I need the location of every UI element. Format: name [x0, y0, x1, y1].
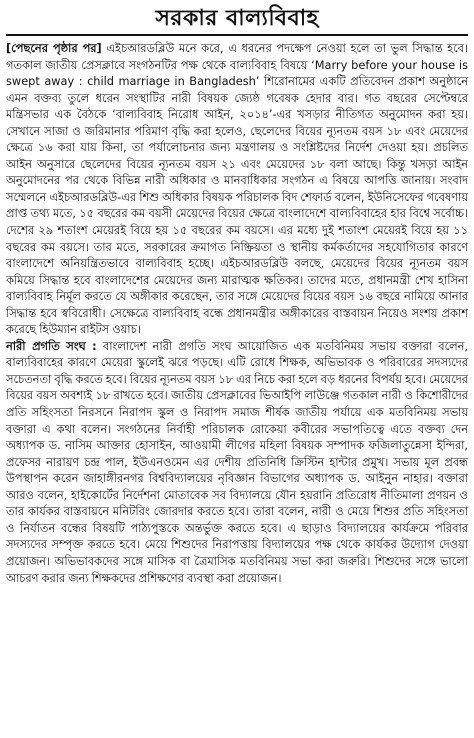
paragraph-2: [6, 338, 468, 586]
paragraph-1-text: এইচআরডব্লিউ মনে করে, এ ধরনের পদক্ষেপ নেওয়া হলে তা ভুল সিদ্ধান্ত হবে। গতকাল জাতীয় প্রেসক্লাবে সংগঠনটির পক্ষ থেকে বাল্যবিবাহ বিষয়ে ‘Marry before your house is swept away : child marriage in Bangladesh’ শিরোনামের একটি প্রতিবেদন প্রকাশ অনুষ্ঠানে এমন বক্তব্য তুলে ধরেন সংস্থাটির নারী বিষয়ক জ্যেষ্ঠ গবেষক হেদার বার। গত বছরের সেপ্টেম্বরে মন্ত্রিসভার এক বৈঠকে ‘বাল্যবিবাহ নিরোধ আইন, ২০১৪’-এর খসড়ার নীতিগত অনুমোদন করা হয়। সেখানে সাজা ও জরিমানার পরিমাণ বৃদ্ধি করা হলেও, ছেলেদের বিয়ের ন্যূনতম বয়স ১৮ এবং মেয়েদের ক্ষেত্রে ১৬ করা যায় কিনা, তা পর্যালোচনার জন্য মন্ত্রণালয় ও সংশ্লিষ্টদের নির্দেশ দেওয়া হয়। প্রচলিত আইন অনুসারে ছেলেদের বিয়ের ন্যূনতম বয়স ২১ এবং মেয়েদের ১৮ বলা আছে। কিন্তু খসড়া আইন অনুমোদনের পর থেকে বিভিন্ন নারী অধিকার ও মানবাধিকার সংগঠন এ বিষয়ে আপত্তি জানায়। সংবাদ সম্মেলনে এইচআরডব্লিউ-এর শিশু অধিকার বিষয়ক পরিচালক বিদ শেফার্ড বলেন, ইউনিসেফের গবেষণায় প্রাপ্ত তথ্য মতে, ১৫ বছরের কম বয়সী মেয়েদের বিয়ের ক্ষেত্রে বাংলাদেশে বাল্যবিবাহের হার বিশ্বে সর্বোচ্চ। দেশের ২৯ শতাংশ মেয়েরই বিয়ে হয় ১৫ বছরের কম বয়সে। এর মধ্যে দুই শতাংশ মেয়েরই বিয়ে হয় ১১ বছরের কম বয়সে। তার মতে, সরকারের ক্রমাগত নিষ্ক্রিয়তা ও স্থানীয় কর্মকর্তাদের সহযোগিতার কারণে বাংলাদেশে অনিয়ন্ত্রিতভাবে বাল্যবিবাহ হচ্ছে। এইচআরডব্লিউ বলছে, মেয়েদের বিয়ের ন্যূনতম বয়স কমিয়ে সিদ্ধান্ত হবে বাংলাদেশের মেয়েদের জন্য মারাত্মক ক্ষতিকর। তাদের মতে, প্রধানমন্ত্রী শেখ হাসিনা বাল্যবিবাহ নির্মূল করতে যে অঙ্গীকার করেছেন, তার সঙ্গে মেয়েদের বিয়ের বয়স ১৬ বছরে নামিয়ে আনার সিদ্ধান্ত হবে স্ববিরোধী। সেক্ষেত্রে বাল্যবিবাহ বন্ধে প্রধানমন্ত্রীর অঙ্গীকারের বাস্তবায়ন নিয়েও সংশয় প্রকাশ করেছে হিউম্যান রাইটস ওয়াচ।: [6, 41, 468, 337]
article-body: [6, 40, 468, 586]
headline: সরকার বাল্যবিবাহ: [155, 5, 319, 31]
paragraph-2-text: বাংলাদেশ নারী প্রগতি সংঘ আয়োজিত এক মতবিনিময় সভায় বক্তারা বলেন, বাল্যবিবাহের কারণে মেয়েরা স্কুলেই ঝরে পড়ছে। এটি রোধে শিক্ষক, অভিভাবক ও পরিবারের সদস্যদের সচেতনতা বৃদ্ধি করতে হবে। বিয়ের ন্যূনতম বয়স ১৮ এর নিচে করা হলে বড় ধরনের বিপর্যয় হবে। মেয়েদের বিয়ের বয়স অবশ্যই ১৮ রাখতে হবে। জাতীয় প্রেসক্লাবের ভিআইপি লাউঞ্জে গতকাল নারী ও কিশোরীদের প্রতি সহিংসতা নিরসনে নিরাপদ স্কুল ও নিরাপদ সমাজ শীর্ষক জাতীয় পর্যায়ে এক মতবিনিময় সভায় বক্তারা এ কথা বলেন। সংগঠনের নির্বাহী পরিচালক রোকেয়া কবীরের সভাপতিত্বে এতে বক্তব্য দেন অধ্যাপক ড. নাসিম আক্তার হোসাইন, আওয়ামী লীগের মহিলা বিষয়ক সম্পাদক ফজিলাতুন্নেসা ইন্দিরা, প্রফেসর নারায়ণ চন্দ্র পাল, ইউএনওমেন এর দেশীয় প্রতিনিধি ক্রিস্টিন হান্টার প্রমুখ। সভায় মূল প্রবন্ধ উপস্থাপন করেন জাহাঙ্গীরনগর বিশ্ববিদ্যালয়ের নৃবিজ্ঞান বিভাগের অধ্যাপক ড. আইনুন নাহার। বক্তারা আরও বলেন, হাইকোর্টের নির্দেশনা মোতাবেক সব বিদ্যালয়ে যৌন হয়রানি প্রতিরোধ নীতিমালা প্রণয়ন ও তার কার্যকর বাস্তবায়নে মনিটরিং জোরদার করতে হবে। তারা বলেন, নারী ও মেয়ে শিশুর প্রতি সহিংসতা ও নির্যাতন বন্ধের বিষয়টি পাঠ্যপুস্তকে অন্তর্ভুক্ত করতে হবে। এ ছাড়াও বিদ্যালয়ের কার্যক্রমে পরিবার সদস্যদের সম্পৃক্ত করতে হবে। মেয়ে শিশুদের নিরাপত্তায় বিদ্যালয়ের পক্ষ থেকে কার্যকর উদ্যোগ দেওয়া প্রয়োজন। অভিভাবকদের সঙ্গে মাসিক বা ত্রৈমাসিক মতবিনিময় সভা করা জরুরি। শিশুদের সঙ্গে ভালো আচরণ করার জন্য শিক্ষকদের প্রশিক্ষণের ব্যবস্থা করা প্রয়োজন।: [6, 338, 468, 585]
subhead-nari-progoti-songho: নারী প্রগতি সংঘ :: [6, 338, 97, 353]
continuation-marker: [পেছনের পৃষ্ঠার পর]: [6, 41, 102, 55]
paragraph-1: [6, 40, 468, 338]
headline-rule: [6, 34, 468, 36]
